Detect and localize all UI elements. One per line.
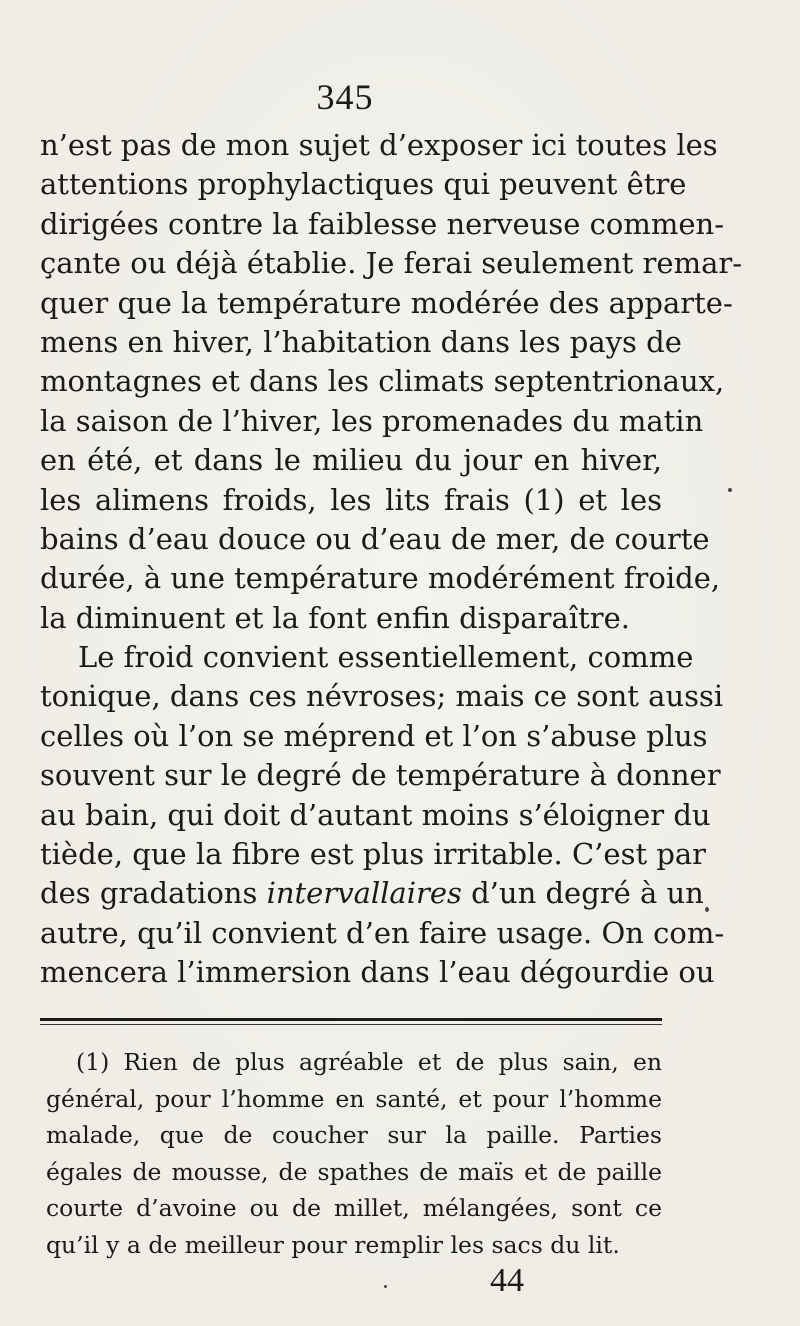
body-line: çante ou déjà établie. Je ferai seulement remar-	[40, 246, 743, 281]
body-line: durée, à une température modérément froide,	[40, 561, 721, 596]
body-line: montagnes et dans les climats septentrionaux,	[40, 364, 725, 399]
body-line: la saison de l’hiver, les promenades du matin	[40, 403, 704, 438]
body-line: n’est pas de mon sujet d’exposer ici toutes les	[40, 128, 718, 162]
body-line: tiède, que la fibre est plus irritable. C’est par	[40, 837, 707, 872]
line-text-after: d’un degré à un	[461, 876, 704, 911]
body-line: mencera l’immersion dans l’eau dégourdie ou	[40, 955, 715, 990]
body-line: dirigées contre la faiblesse nerveuse commen-	[40, 206, 724, 241]
body-text	[40, 126, 743, 993]
body-line: souvent sur le degré de température à donner	[40, 758, 721, 793]
footnote	[46, 1044, 662, 1264]
line-text-before: des gradations	[40, 876, 267, 911]
body-line: mens en hiver, l’habitation dans les pays de	[40, 324, 682, 359]
body-line: celles où l’on se méprend et l’on s’abuse plus	[40, 718, 708, 753]
body-line: les alimens froids, les lits frais (1) et les	[40, 482, 662, 517]
body-line: attentions prophylactiques qui peuvent être	[40, 167, 687, 202]
ink-speck	[384, 1285, 387, 1288]
body-line: en été, et dans le milieu du jour en hiver,	[40, 443, 662, 478]
page-number: 345	[316, 77, 374, 117]
ink-speck	[705, 907, 709, 912]
italic-term: intervallaires	[266, 876, 462, 911]
footnote-line: égales de mousse, de spathes de maïs et de paille	[46, 1157, 662, 1186]
body-line-with-italic	[40, 874, 704, 913]
footnote-line: qu’il y a de meilleur pour remplir les sacs du lit.	[46, 1230, 620, 1259]
footnote-line: malade, que de coucher sur la paille. Parties	[46, 1121, 662, 1150]
body-line: bains d’eau douce ou d’eau de mer, de courte	[40, 521, 710, 556]
paragraph-start-line: Le froid convient essentiellement, comme	[78, 640, 694, 675]
ink-speck	[728, 488, 732, 492]
body-line: au bain, qui doit d’autant moins s’éloigner du	[40, 797, 711, 832]
footnote-separator-thin	[40, 1024, 662, 1025]
signature-mark: 44	[490, 1262, 524, 1299]
footnote-line: (1) Rien de plus agréable et de plus sain, en	[76, 1048, 662, 1076]
paragraph-end-line: la diminuent et la font enfin disparaître.	[40, 600, 630, 635]
footnote-line: courte d’avoine ou de millet, mélangées, sont ce	[46, 1194, 662, 1223]
body-line: quer que la température modérée des apparte-	[40, 285, 733, 320]
footnote-line: général, pour l’homme en santé, et pour l’homme	[46, 1084, 662, 1113]
body-line: autre, qu’il convient d’en faire usage. On com-	[40, 915, 725, 950]
body-line: tonique, dans ces névroses; mais ce sont aussi	[40, 679, 724, 714]
footnote-separator-thick	[40, 1018, 662, 1021]
